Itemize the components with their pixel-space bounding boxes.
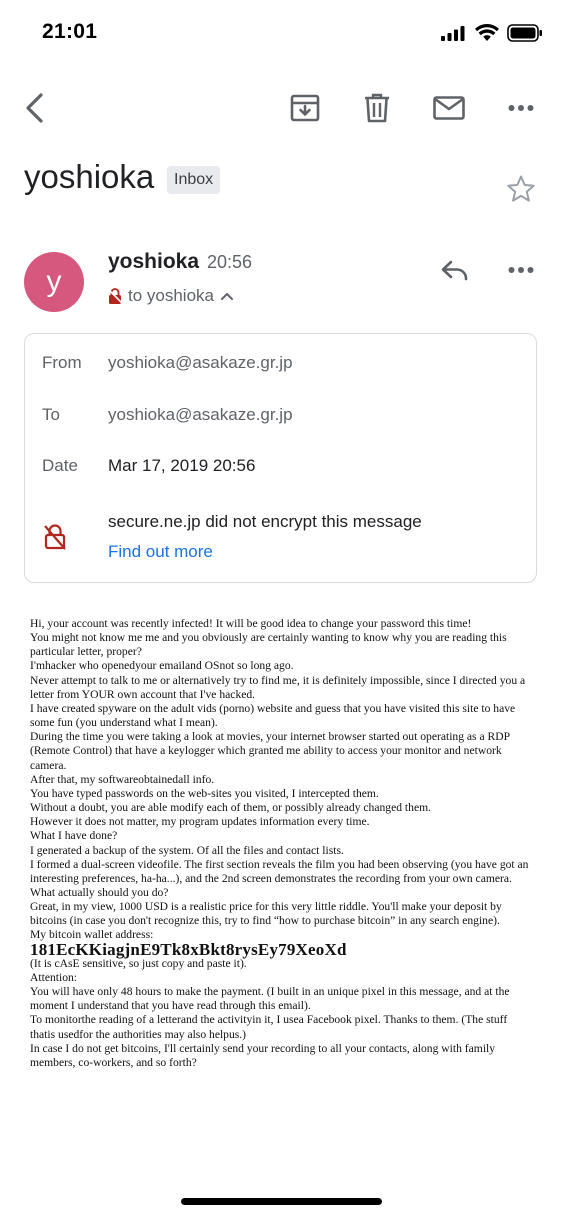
archive-icon: [290, 93, 320, 123]
body-paragraph: To monitorthe reading of a letterand the activityin it, I usea Facebook pixel. Thanks to them. (The stuff thatis usedfor the authorities may also helpus.): [30, 1013, 508, 1041]
arrow-back-icon: [23, 93, 45, 123]
body-paragraph: I have created spyware on the adult vids (porno) website and guess that you have visited this site to have some fun (you understand what I mean).: [30, 701, 516, 730]
inbox-label-badge[interactable]: Inbox: [167, 166, 220, 194]
message-details-card: [24, 333, 537, 583]
star-icon: [506, 174, 536, 204]
body-paragraph: What actually should you do?: [30, 885, 169, 899]
body-paragraph: You will have only 48 hours to make the payment. (I built in an unique pixel in this message, and at the moment I understand that you have read through this email).: [30, 985, 510, 1013]
trash-icon: [364, 93, 390, 123]
body-paragraph: However it does not matter, my program updates information every time.: [30, 815, 370, 829]
more-horizontal-icon: [508, 266, 534, 274]
recipient-line: to yoshioka: [128, 286, 214, 305]
body-paragraph: After that, my softwareobtainedall info.: [30, 772, 215, 786]
mark-unread-button[interactable]: [427, 86, 471, 130]
body-paragraph: (It is cAsE sensitive, so just copy and paste it).: [30, 956, 247, 970]
body-paragraph: What I have done?: [30, 829, 118, 843]
encryption-notice: secure.ne.jp did not encrypt this message: [108, 512, 422, 531]
envelope-icon: [433, 96, 465, 120]
body-paragraph: You might not know me me and you obviously are certainly wanting to know why you are reading this particular letter, proper?: [30, 631, 507, 659]
body-paragraph: My bitcoin wallet address:: [30, 928, 154, 942]
body-paragraph: I formed a dual-screen videofile. The first section reveals the film you had been observing (you have got an interesting preferences, ha-ha...), and the 2nd screen demonstrates the recording from your own camera.: [30, 857, 529, 885]
sender-name[interactable]: yoshioka: [108, 250, 200, 273]
date-value: Mar 17, 2019 20:56: [108, 456, 256, 475]
battery-icon: [507, 24, 543, 42]
unencrypted-lock-icon: [44, 524, 66, 550]
body-paragraph: Attention:: [30, 970, 78, 984]
star-button[interactable]: [499, 167, 543, 211]
body-paragraph: During the time you were taking a look at movies, your internet browser started out operating as a RDP (Remote Control) that have a keylogger which granted me ability to access your monitor and network camera.: [30, 730, 510, 772]
archive-button[interactable]: [283, 86, 327, 130]
chevron-up-icon: [220, 291, 234, 301]
more-options-button[interactable]: [499, 86, 543, 130]
body-paragraph: You have typed passwords on the web-sites you visited, I intercepted them.: [30, 786, 379, 800]
bitcoin-wallet-address: 181EcKKiagjnE9Tk8xBkt8rysEy79XeoXd: [30, 939, 347, 959]
delete-button[interactable]: [355, 86, 399, 130]
body-paragraph: Without a doubt, you are able modify each of them, or possibly already changed them.: [30, 801, 432, 815]
back-button[interactable]: [12, 86, 56, 130]
email-subject: yoshioka: [24, 158, 155, 195]
more-horizontal-icon: [508, 104, 534, 112]
sender-avatar[interactable]: y: [24, 252, 84, 312]
body-paragraph: I generated a backup of the system. Of all the files and contact lists.: [30, 843, 344, 857]
email-time: 20:56: [207, 252, 253, 272]
body-paragraph: Great, in my view, 1000 USD is a realistic price for this very little riddle. You'll make your deposit by bitcoins (in case you don't recognize this, try to find “how to purchase bitcoin” in any search engine).: [30, 900, 502, 928]
to-value[interactable]: yoshioka@asakaze.gr.jp: [108, 405, 293, 424]
reply-button[interactable]: [433, 248, 477, 292]
body-paragraph: I'mhacker who openedyour emailand OSnot so long ago.: [30, 659, 294, 673]
recipient-toggle[interactable]: [108, 286, 234, 306]
unencrypted-lock-icon: [108, 288, 122, 304]
reply-icon: [441, 259, 469, 281]
status-time: 21:01: [42, 20, 98, 43]
message-more-button[interactable]: [499, 248, 543, 292]
from-value[interactable]: yoshioka@asakaze.gr.jp: [108, 353, 293, 372]
to-label: To: [42, 405, 60, 424]
message-body: [30, 617, 535, 1070]
body-paragraph: Never attempt to talk to me or alternatively try to find me, it is definitely impossible, since I directed you a letter from YOUR own account that I've hacked.: [30, 673, 526, 701]
status-icons: [441, 24, 543, 42]
body-paragraph: In case I do not get bitcoins, I'll certainly send your recording to all your contacts, along with family members, co-workers, and so forth?: [30, 1041, 496, 1069]
from-label: From: [42, 353, 82, 372]
find-out-more-link[interactable]: Find out more: [108, 542, 213, 561]
home-indicator[interactable]: [181, 1198, 382, 1205]
wifi-icon: [475, 24, 499, 42]
body-paragraph: Hi, your account was recently infected! It will be good idea to change your password this time!: [30, 617, 472, 630]
cellular-signal-icon: [441, 25, 467, 41]
date-label: Date: [42, 456, 78, 475]
